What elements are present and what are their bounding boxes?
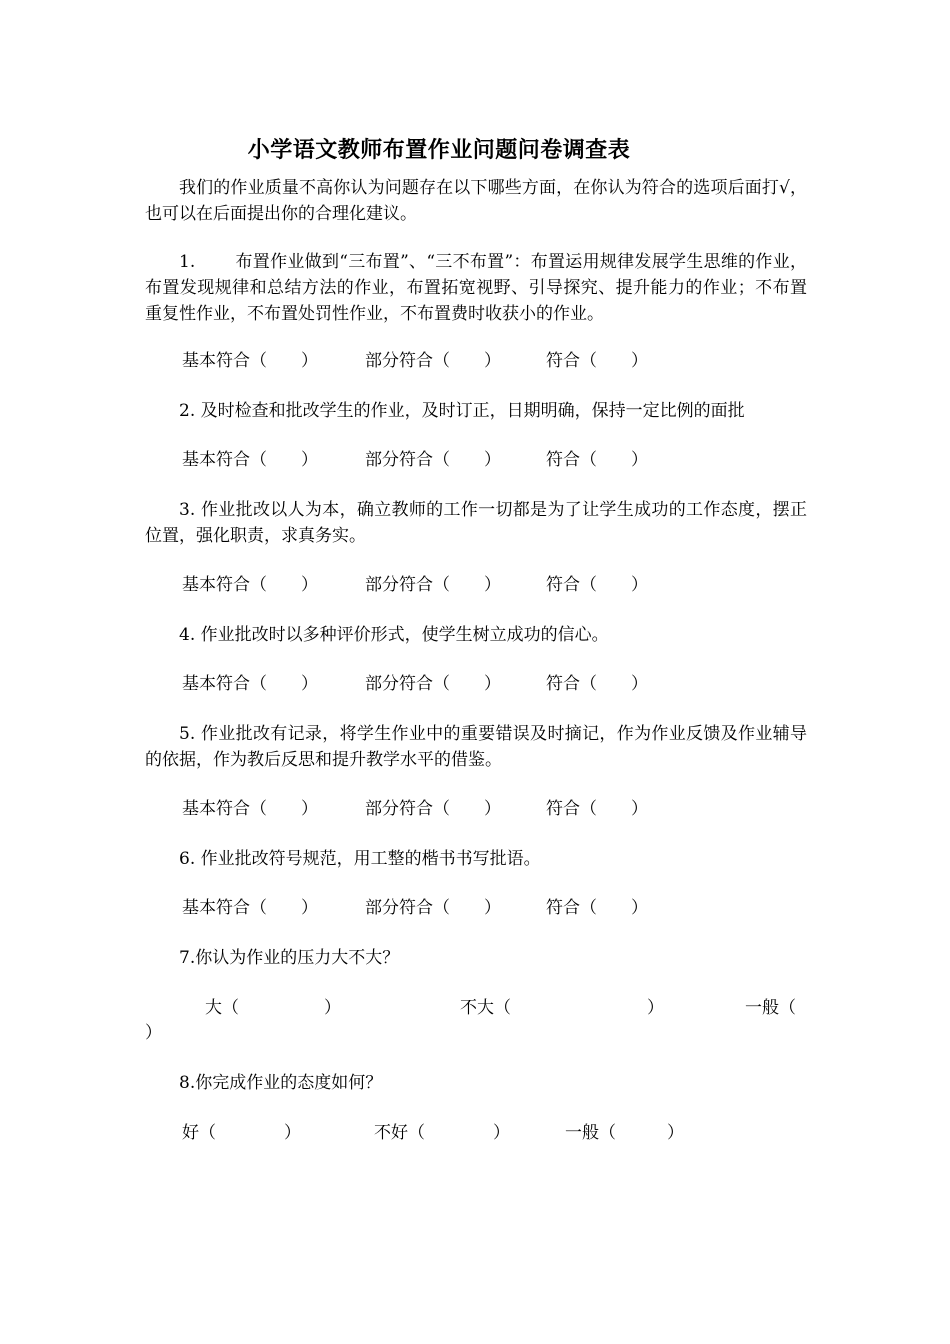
- option-not-good[interactable]: 不好（ ）: [374, 1123, 510, 1143]
- question-text: 作业批改有记录，将学生作业中的重要错误及时摘记，作为作业反馈及作业辅导的依据，作为教后反思和提升教学水平的借鉴。: [145, 724, 808, 770]
- option-good[interactable]: 好（ ）: [182, 1123, 301, 1143]
- option-normal[interactable]: 一般（ ）: [565, 1123, 684, 1143]
- question-text: 布置作业做到“三布置”、“三不布置”：布置运用规律发展学生思维的作业，布置发现规律和总结方法的作业，布置拓宽视野、引导探究、提升能力的作业；不布置重复性作业，不布置处罚性作业，不布置费时收获小的作业。: [145, 252, 807, 324]
- question-5: [145, 721, 807, 773]
- intro-paragraph: 我们的作业质量不高你认为问题存在以下哪些方面，在你认为符合的选项后面打√，也可以在后面提出你的合理化建议。: [145, 178, 807, 224]
- question-1: [145, 249, 807, 327]
- options-row-2: [0, 447, 950, 473]
- question-text: 及时检查和批改学生的作业，及时订正，日期明确，保持一定比例的面批: [200, 401, 745, 421]
- question-number: 3.: [179, 500, 196, 520]
- option-big[interactable]: 大（ ）: [205, 998, 341, 1018]
- question-6: [145, 846, 807, 872]
- option-basic-match[interactable]: 基本符合（ ）: [182, 450, 318, 470]
- option-match[interactable]: 符合（ ）: [546, 575, 648, 595]
- options-row-7: [0, 995, 950, 1021]
- options-row-1: [0, 348, 950, 374]
- option-partial-match[interactable]: 部分符合（ ）: [365, 674, 501, 694]
- question-3: [145, 497, 807, 549]
- option-partial-match[interactable]: 部分符合（ ）: [365, 450, 501, 470]
- question-7: 7.你认为作业的压力大不大？: [179, 948, 400, 968]
- option-basic-match[interactable]: 基本符合（ ）: [182, 898, 318, 918]
- question-2: [145, 398, 807, 424]
- question-number: 2.: [179, 401, 196, 421]
- options-row-5: [0, 796, 950, 822]
- options-row-7-wrap: [0, 1020, 950, 1046]
- question-number: 6.: [179, 849, 196, 869]
- option-partial-match[interactable]: 部分符合（ ）: [365, 575, 501, 595]
- option-basic-match[interactable]: 基本符合（ ）: [182, 799, 318, 819]
- question-text: 作业批改以人为本，确立教师的工作一切都是为了让学生成功的工作态度，摆正位置，强化职责，求真务实。: [145, 500, 808, 546]
- option-partial-match[interactable]: 部分符合（ ）: [365, 351, 501, 371]
- option-normal[interactable]: 一般（: [745, 998, 796, 1018]
- option-basic-match[interactable]: 基本符合（ ）: [182, 575, 318, 595]
- option-basic-match[interactable]: 基本符合（ ）: [182, 674, 318, 694]
- question-8: 8.你完成作业的态度如何？: [179, 1073, 383, 1093]
- page-title: 小学语文教师布置作业问题问卷调查表: [247, 138, 631, 163]
- question-number: 1.: [179, 252, 196, 272]
- question-number: 4.: [179, 625, 196, 645]
- options-row-8: [0, 1120, 950, 1146]
- options-row-6: [0, 895, 950, 921]
- options-row-4: [0, 671, 950, 697]
- option-basic-match[interactable]: 基本符合（ ）: [182, 351, 318, 371]
- option-match[interactable]: 符合（ ）: [546, 898, 648, 918]
- option-match[interactable]: 符合（ ）: [546, 351, 648, 371]
- question-number: 5.: [179, 724, 196, 744]
- option-partial-match[interactable]: 部分符合（ ）: [365, 799, 501, 819]
- option-normal-close: ）: [145, 1023, 162, 1043]
- option-not-big[interactable]: 不大（ ）: [460, 998, 664, 1018]
- option-match[interactable]: 符合（ ）: [546, 450, 648, 470]
- question-text: 作业批改时以多种评价形式，使学生树立成功的信心。: [200, 625, 609, 645]
- option-partial-match[interactable]: 部分符合（ ）: [365, 898, 501, 918]
- question-text: 作业批改符号规范，用工整的楷书书写批语。: [200, 849, 541, 869]
- option-match[interactable]: 符合（ ）: [546, 674, 648, 694]
- question-4: [145, 622, 807, 648]
- options-row-3: [0, 572, 950, 598]
- option-match[interactable]: 符合（ ）: [546, 799, 648, 819]
